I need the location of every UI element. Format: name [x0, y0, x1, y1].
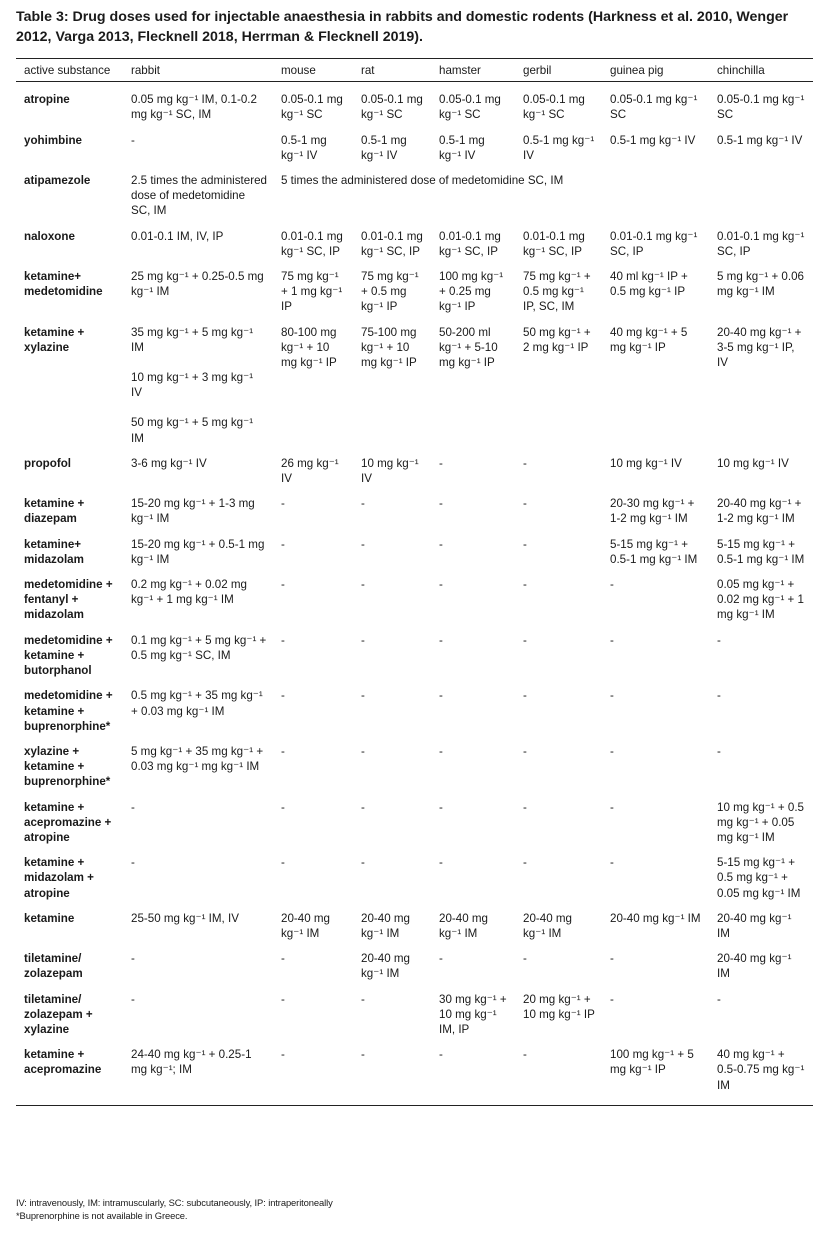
dose-cell: 2.5 times the administered dose of medetomidine SC, IM	[131, 174, 267, 218]
dose-cell: 75-100 mg kg⁻¹ + 10 mg kg⁻¹ IP	[361, 325, 417, 370]
dose-cell: -	[131, 856, 135, 870]
dose-cell: -	[610, 992, 614, 1006]
dose-cell: 20-40 mg kg⁻¹ IM	[281, 911, 330, 940]
dose-cell: 40 mg kg⁻¹ + 5 mg kg⁻¹ IP	[610, 325, 688, 354]
dose-cell: 0.5 mg kg⁻¹ + 35 mg kg⁻¹ + 0.03 mg kg⁻¹ IM	[131, 689, 263, 718]
dose-cell: 0.5-1 mg kg⁻¹ IV	[439, 133, 485, 162]
table-row	[16, 446, 813, 486]
dose-cell: -	[281, 744, 285, 758]
col-header-chinchilla: chinchilla	[709, 59, 813, 82]
dose-cell: 10 mg kg⁻¹ IV	[717, 456, 789, 470]
dose-cell: -	[439, 952, 443, 966]
dose-cell: 0.05-0.1 mg kg⁻¹ SC	[523, 93, 585, 122]
dose-cell: 3-6 mg kg⁻¹ IV	[131, 456, 207, 470]
substance-cell: xylazine + ketamine + buprenorphine*	[24, 744, 111, 789]
dose-cell: 40 ml kg⁻¹ IP + 0.5 mg kg⁻¹ IP	[610, 270, 688, 299]
table-container	[16, 58, 813, 1106]
dose-cell: 0.5-1 mg kg⁻¹ IV	[361, 133, 407, 162]
dose-cell: -	[281, 952, 285, 966]
substance-cell: ketamine+ medetomidine	[24, 270, 103, 299]
dose-cell: 15-20 mg kg⁻¹ + 1-3 mg kg⁻¹ IM	[131, 497, 255, 526]
dose-cell: -	[281, 856, 285, 870]
dose-cell: 75 mg kg⁻¹ + 0.5 mg kg⁻¹ IP	[361, 270, 419, 314]
dose-cell: -	[353, 1037, 431, 1105]
dose-cell: -	[610, 856, 614, 870]
dose-cell: -	[361, 537, 365, 551]
col-header-substance: active substance	[16, 59, 123, 82]
dose-cell: 0.5-1 mg kg⁻¹ IV	[281, 133, 327, 162]
dose-cell: 20-40 mg kg⁻¹ IM	[361, 952, 410, 981]
table-row	[16, 982, 813, 1038]
dose-cell: -	[281, 633, 285, 647]
dose-cell: 20-40 mg kg⁻¹ IM	[610, 911, 701, 925]
dose-cell: 20-30 mg kg⁻¹ + 1-2 mg kg⁻¹ IM	[610, 497, 695, 526]
dose-cell: -	[439, 456, 443, 470]
footnotes	[16, 1196, 816, 1222]
dose-cell: -	[523, 856, 527, 870]
table-row	[16, 623, 813, 679]
dose-cell: 0.5-1 mg kg⁻¹ IV	[717, 133, 803, 147]
dose-cell-multiline	[123, 315, 273, 446]
dose-cell: 26 mg kg⁻¹ IV	[281, 456, 339, 486]
dose-cell: 10 mg kg⁻¹ + 0.5 mg kg⁻¹ + 0.05 mg kg⁻¹ IM	[717, 800, 804, 844]
dose-cell: 5-15 mg kg⁻¹ + 0.5-1 mg kg⁻¹ IM	[610, 537, 698, 566]
dose-cell: -	[361, 578, 365, 592]
dose-cell: -	[610, 633, 614, 647]
footnote-abbreviations: IV: intravenously, IM: intramuscularly, SC: subcutaneously, IP: intraperitoneally	[16, 1197, 333, 1208]
table-row	[16, 486, 813, 526]
dose-cell: -	[361, 497, 365, 511]
dose-cell: 0.01-0.1 IM, IV, IP	[131, 229, 224, 243]
dose-cell: 20-40 mg kg⁻¹ IM	[523, 911, 572, 940]
dose-cell: -	[717, 992, 721, 1006]
dose-cell: -	[361, 744, 365, 758]
dose-cell: -	[523, 537, 527, 551]
table-row	[16, 941, 813, 981]
dose-cell: 0.2 mg kg⁻¹ + 0.02 mg kg⁻¹ + 1 mg kg⁻¹ IM	[131, 578, 247, 607]
dose-cell: -	[439, 856, 443, 870]
dose-cell: -	[610, 800, 614, 814]
dose-cell: 0.01-0.1 mg kg⁻¹ SC, IP	[610, 229, 698, 258]
table-row	[16, 527, 813, 567]
dose-cell: -	[131, 800, 135, 814]
dose-cell: 20-40 mg kg⁻¹ + 1-2 mg kg⁻¹ IM	[717, 497, 802, 526]
dose-cell: -	[515, 1037, 602, 1105]
dose-cell: 0.01-0.1 mg kg⁻¹ SC, IP	[523, 229, 585, 258]
dose-cell: 20 mg kg⁻¹ + 10 mg kg⁻¹ IP	[523, 992, 595, 1021]
dose-cell: 0.05-0.1 mg kg⁻¹ SC	[361, 93, 423, 122]
dose-cell: -	[281, 992, 285, 1006]
dose-cell: 20-40 mg kg⁻¹ IM	[439, 911, 488, 940]
col-header-hamster: hamster	[431, 59, 515, 82]
substance-cell: atipamezole	[24, 174, 91, 188]
dose-cell: -	[439, 689, 443, 703]
col-header-guinea-pig: guinea pig	[602, 59, 709, 82]
dose-line: 35 mg kg⁻¹ + 5 mg kg⁻¹ IM	[131, 325, 254, 354]
dose-cell: -	[361, 633, 365, 647]
dose-cell: 80-100 mg kg⁻¹ + 10 mg kg⁻¹ IP	[281, 325, 337, 370]
dose-line: 10 mg kg⁻¹ + 3 mg kg⁻¹ IV	[131, 371, 254, 400]
substance-cell: medetomidine + fentanyl + midazolam	[24, 578, 113, 622]
table-caption: Table 3: Drug doses used for injectable anaesthesia in rabbits and domestic rodents (Harkness et al. 2010, Wenger 2012, Varga 2013, Flecknell 2018, Herrman & Flecknell 2019).	[16, 9, 789, 45]
dose-cell: 75 mg kg⁻¹ + 0.5 mg kg⁻¹ IP, SC, IM	[523, 270, 591, 314]
dose-cell: -	[523, 456, 527, 470]
dose-cell: 5-15 mg kg⁻¹ + 0.5-1 mg kg⁻¹ IM	[717, 537, 805, 566]
dose-cell: 0.05 mg kg⁻¹ + 0.02 mg kg⁻¹ + 1 mg kg⁻¹ IM	[717, 578, 804, 622]
substance-cell: ketamine + midazolam + atropine	[24, 856, 94, 900]
dose-cell: -	[523, 497, 527, 511]
table-row	[16, 163, 813, 219]
dose-cell: -	[131, 952, 135, 966]
dose-cell: 24-40 mg kg⁻¹ + 0.25-1 mg kg⁻¹; IM	[123, 1037, 273, 1105]
table-row	[16, 82, 813, 123]
table-body	[16, 82, 813, 1106]
dose-cell: -	[717, 633, 721, 647]
dose-cell: 0.05-0.1 mg kg⁻¹ SC	[717, 93, 805, 122]
dose-cell: -	[131, 992, 135, 1006]
dose-cell: -	[431, 1037, 515, 1105]
dose-cell: -	[439, 497, 443, 511]
dose-cell: 20-40 mg kg⁻¹ + 3-5 mg kg⁻¹ IP, IV	[717, 325, 802, 370]
dose-cell: 0.01-0.1 mg kg⁻¹ SC, IP	[361, 229, 423, 258]
dose-cell: 75 mg kg⁻¹ + 1 mg kg⁻¹ IP	[281, 270, 343, 314]
table-row	[16, 790, 813, 846]
dose-cell: -	[439, 537, 443, 551]
dose-cell: -	[717, 689, 721, 703]
col-header-gerbil: gerbil	[515, 59, 602, 82]
substance-cell: medetomidine + ketamine + butorphanol	[24, 633, 113, 678]
dose-cell: 40 mg kg⁻¹ + 0.5-0.75 mg kg⁻¹ IM	[709, 1037, 813, 1105]
table-row	[16, 567, 813, 623]
dose-cell: -	[439, 800, 443, 814]
dose-cell: 20-40 mg kg⁻¹ IM	[361, 911, 410, 940]
substance-cell: ketamine	[24, 911, 75, 925]
header-row	[16, 59, 813, 82]
dose-cell: -	[610, 952, 614, 966]
substance-cell: ketamine + diazepam	[24, 497, 85, 526]
dose-cell: 50 mg kg⁻¹ + 2 mg kg⁻¹ IP	[523, 325, 591, 354]
dose-cell: 20-40 mg kg⁻¹ IM	[717, 911, 792, 940]
substance-cell: tiletamine/ zolazepam + xylazine	[24, 992, 93, 1036]
dose-cell: 0.05 mg kg⁻¹ IM, 0.1-0.2 mg kg⁻¹ SC, IM	[131, 93, 257, 122]
substance-cell: ketamine + xylazine	[24, 325, 85, 354]
table-row	[16, 123, 813, 163]
dose-table	[16, 58, 813, 1106]
dose-cell: -	[361, 856, 365, 870]
dose-cell: 0.5-1 mg kg⁻¹ IV	[523, 133, 595, 162]
table-row	[16, 901, 813, 941]
table-row	[16, 845, 813, 901]
substance-cell: naloxone	[24, 229, 75, 243]
dose-cell: 5-15 mg kg⁻¹ + 0.5 mg kg⁻¹ + 0.05 mg kg⁻¹ IM	[717, 856, 801, 900]
table-row	[16, 1037, 813, 1105]
dose-cell: -	[361, 800, 365, 814]
dose-cell: 25 mg kg⁻¹ + 0.25-0.5 mg kg⁻¹ IM	[131, 270, 264, 299]
dose-cell: -	[131, 133, 135, 147]
dose-cell: 25-50 mg kg⁻¹ IM, IV	[131, 911, 239, 925]
dose-cell: 0.05-0.1 mg kg⁻¹ SC	[439, 93, 501, 122]
dose-cell: -	[610, 744, 614, 758]
dose-cell: -	[281, 578, 285, 592]
substance-cell: medetomidine + ketamine + buprenorphine*	[24, 689, 113, 733]
dose-cell: -	[523, 689, 527, 703]
dose-cell: -	[610, 578, 614, 592]
substance-cell: propofol	[24, 456, 72, 470]
col-header-mouse: mouse	[273, 59, 353, 82]
dose-cell: -	[610, 689, 614, 703]
dose-cell: -	[523, 952, 527, 966]
footnote-buprenorphine: *Buprenorphine is not available in Greece.	[16, 1210, 188, 1221]
substance-cell: ketamine+ midazolam	[24, 537, 84, 566]
dose-cell: -	[281, 800, 285, 814]
dose-cell: 5 mg kg⁻¹ + 35 mg kg⁻¹ + 0.03 mg kg⁻¹ mg kg⁻¹ IM	[131, 744, 264, 774]
dose-cell: -	[281, 537, 285, 551]
table-row	[16, 219, 813, 259]
dose-cell: -	[523, 744, 527, 758]
dose-cell: -	[439, 578, 443, 592]
dose-cell: 0.01-0.1 mg kg⁻¹ SC, IP	[281, 229, 343, 258]
dose-cell: 0.05-0.1 mg kg⁻¹ SC	[281, 93, 343, 122]
dose-cell: 0.5-1 mg kg⁻¹ IV	[610, 133, 696, 147]
dose-cell: -	[523, 578, 527, 592]
dose-cell: 0.05-0.1 mg kg⁻¹ SC	[610, 93, 698, 122]
table-row	[16, 315, 813, 446]
dose-cell: 0.01-0.1 mg kg⁻¹ SC, IP	[717, 229, 805, 258]
dose-cell: 0.1 mg kg⁻¹ + 5 mg kg⁻¹ + 0.5 mg kg⁻¹ SC, IM	[131, 633, 267, 662]
dose-cell: -	[361, 992, 365, 1006]
col-header-rat: rat	[353, 59, 431, 82]
dose-cell: 100 mg kg⁻¹ + 0.25 mg kg⁻¹ IP	[439, 270, 504, 314]
substance-cell: ketamine + acepromazine + atropine	[24, 800, 112, 844]
substance-cell: yohimbine	[24, 133, 82, 147]
table-row	[16, 259, 813, 315]
table-row	[16, 734, 813, 790]
substance-cell: atropine	[24, 93, 70, 107]
dose-cell: 5 mg kg⁻¹ + 0.06 mg kg⁻¹ IM	[717, 270, 804, 299]
merged-dose-cell: 5 times the administered dose of medetomidine SC, IM	[281, 174, 564, 188]
col-header-rabbit: rabbit	[123, 59, 273, 82]
dose-cell: 10 mg kg⁻¹ IV	[361, 456, 419, 486]
dose-cell: -	[439, 744, 443, 758]
dose-cell: 50-200 ml kg⁻¹ + 5-10 mg kg⁻¹ IP	[439, 325, 498, 370]
dose-cell: -	[361, 689, 365, 703]
substance-cell: ketamine + acepromazine	[16, 1037, 123, 1105]
dose-cell: -	[523, 800, 527, 814]
dose-cell: 30 mg kg⁻¹ + 10 mg kg⁻¹ IM, IP	[439, 992, 507, 1036]
dose-cell: -	[717, 744, 721, 758]
dose-cell: -	[281, 497, 285, 511]
dose-cell: -	[439, 633, 443, 647]
dose-cell: 15-20 mg kg⁻¹ + 0.5-1 mg kg⁻¹ IM	[131, 537, 265, 566]
dose-cell: 10 mg kg⁻¹ IV	[610, 456, 682, 470]
dose-cell: -	[523, 633, 527, 647]
dose-cell: 0.01-0.1 mg kg⁻¹ SC, IP	[439, 229, 501, 258]
substance-cell: tiletamine/ zolazepam	[24, 952, 83, 981]
dose-cell: 100 mg kg⁻¹ + 5 mg kg⁻¹ IP	[602, 1037, 709, 1105]
dose-line: 50 mg kg⁻¹ + 5 mg kg⁻¹ IM	[131, 416, 254, 445]
table-row	[16, 678, 813, 734]
dose-cell: 20-40 mg kg⁻¹ IM	[717, 952, 792, 981]
dose-cell: -	[273, 1037, 353, 1105]
dose-cell: -	[281, 689, 285, 703]
